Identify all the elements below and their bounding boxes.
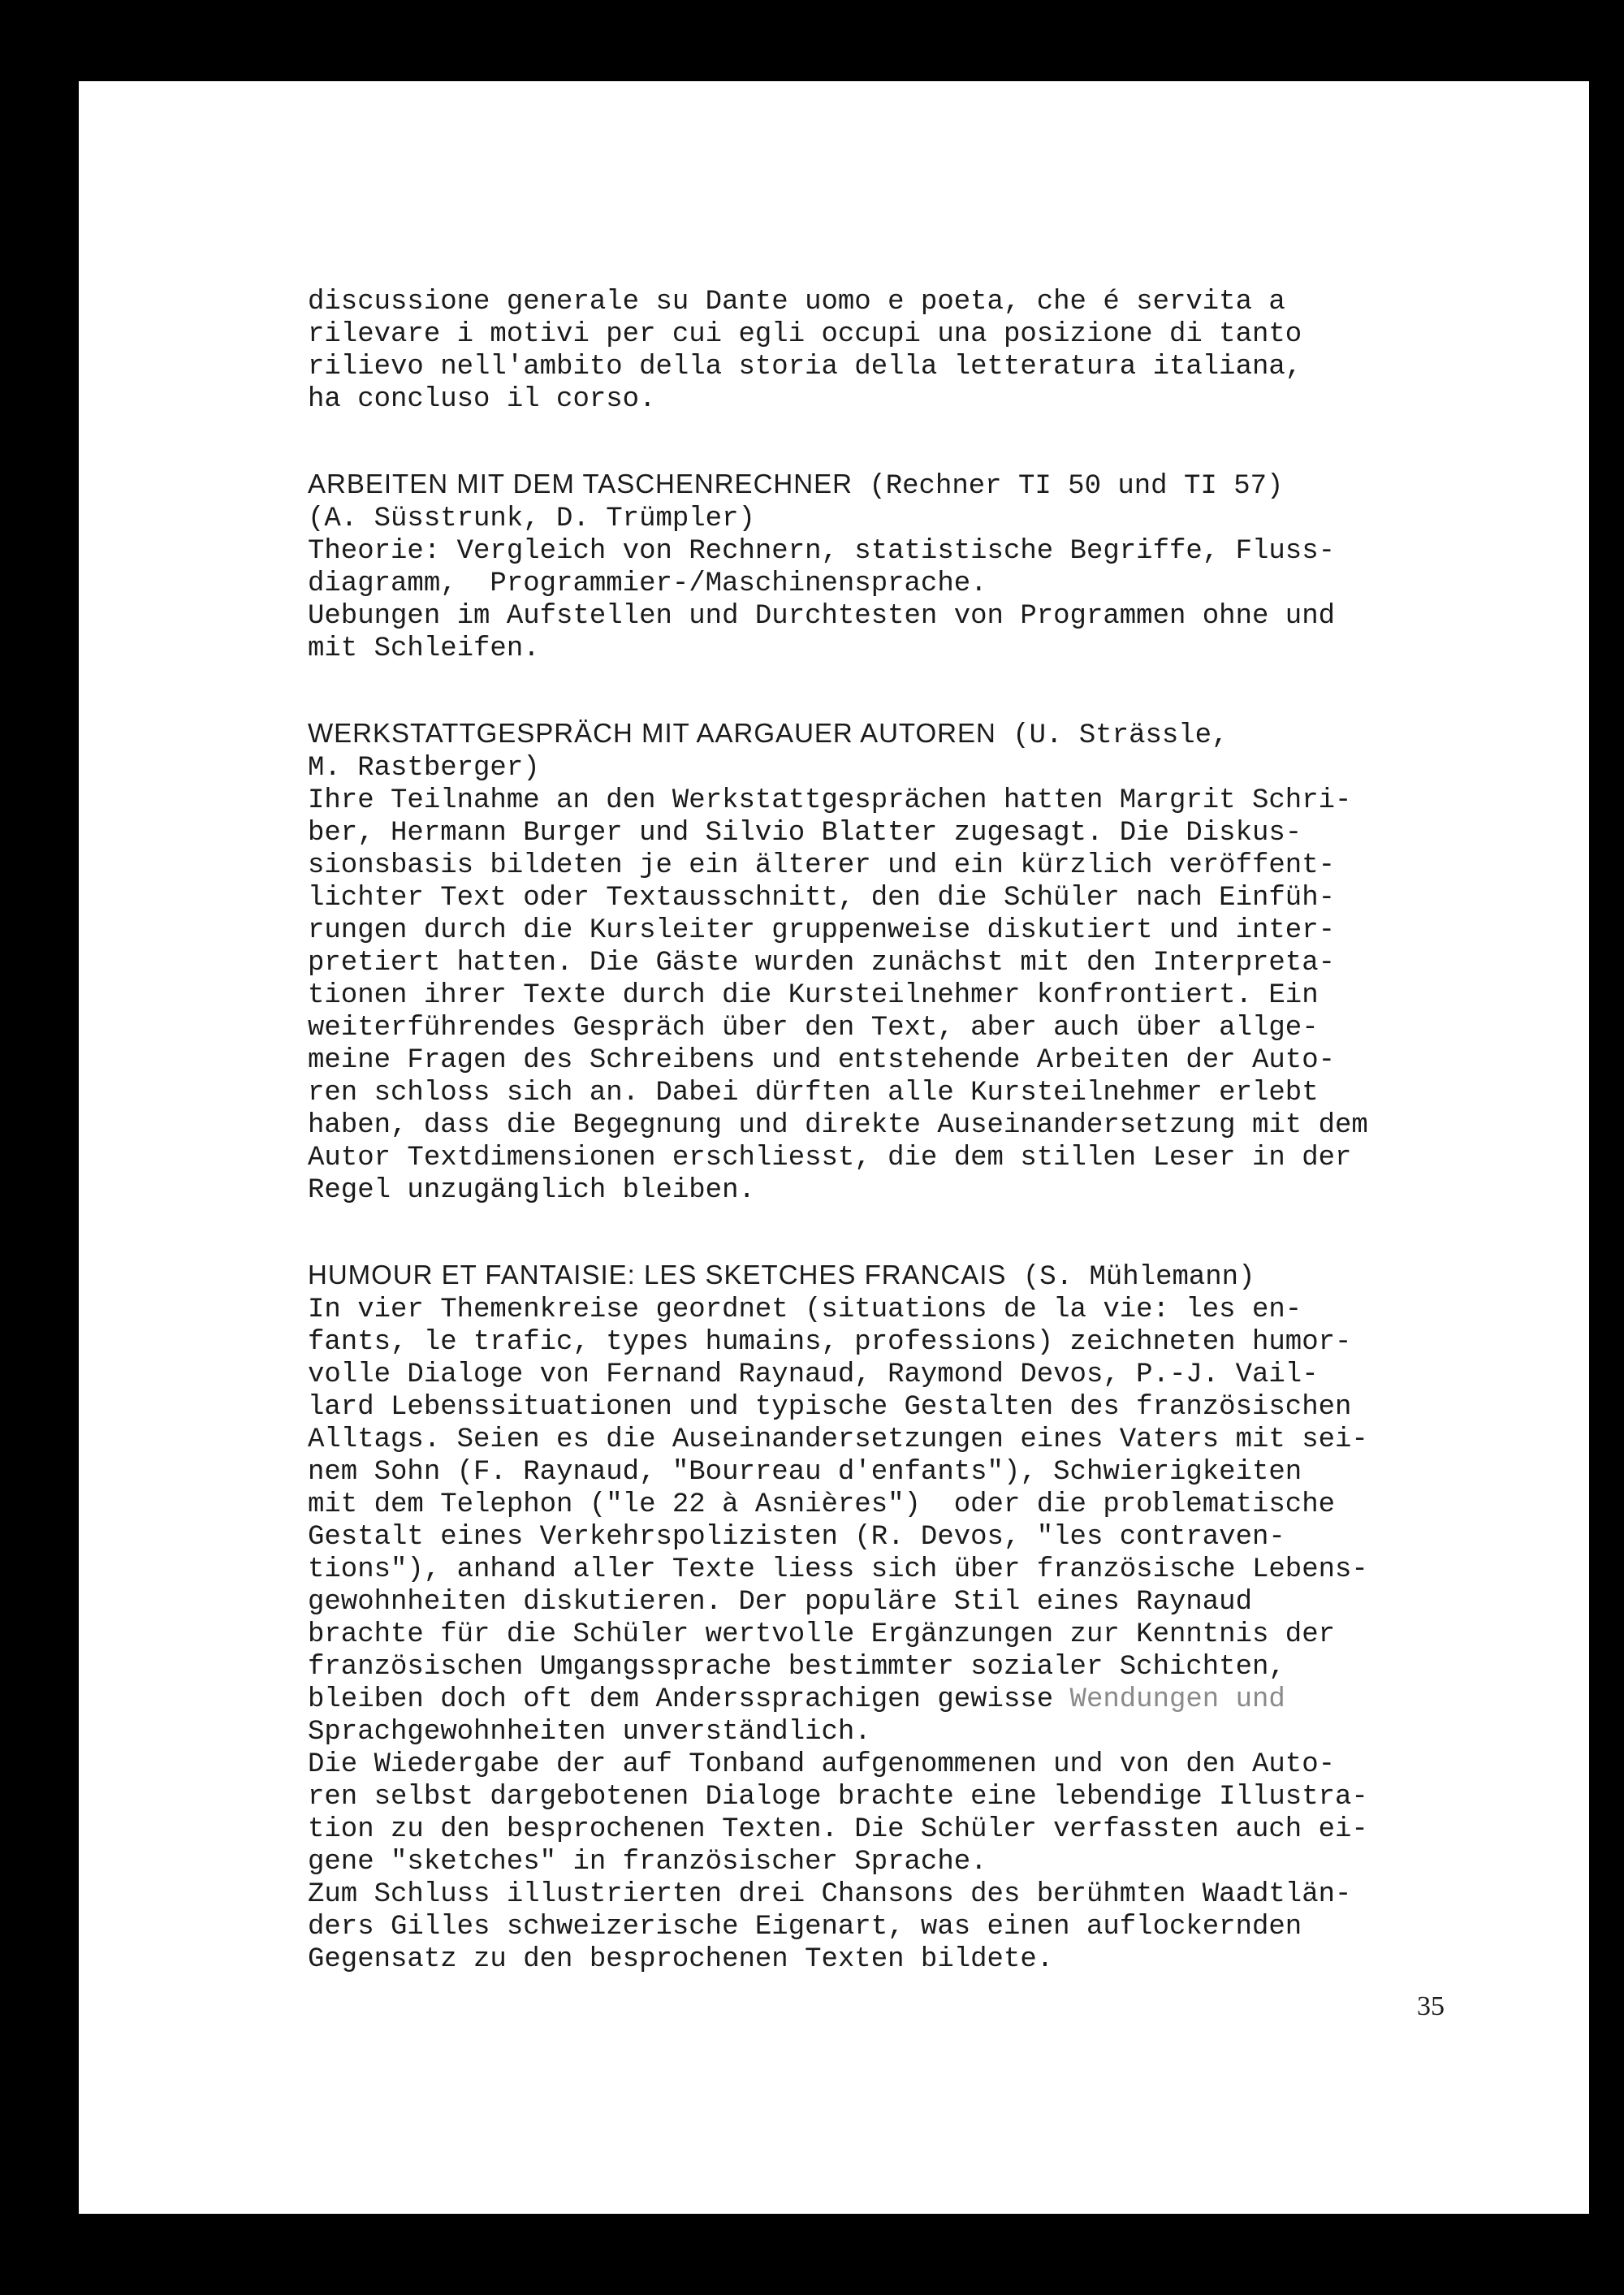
intro-paragraph (308, 286, 1574, 416)
text-line: pretiert hatten. Die Gäste wurden zunächst mit den Interpreta- (308, 948, 1336, 979)
text-line: discussione generale su Dante uomo e poeta, che é servita a (308, 287, 1285, 318)
text-line: lard Lebenssituationen und typische Gestalten des französischen (308, 1392, 1352, 1423)
section-title-rest: (S. Mühlemann) (1006, 1262, 1255, 1293)
section-title-rest: (U. Strässle, (996, 720, 1229, 751)
page-number: 35 (1417, 1991, 1445, 2021)
text-line: gewohnheiten diskutieren. Der populäre Stil eines Raynaud (308, 1587, 1252, 1618)
text-line: Uebungen im Aufstellen und Durchtesten von Programmen ohne und (308, 601, 1336, 632)
text-line: fants, le trafic, types humains, professions) zeichneten humor- (308, 1327, 1352, 1358)
faded-text-fragment: Wendungen und (1053, 1684, 1285, 1715)
text-line: brachte für die Schüler wertvolle Ergänzungen zur Kenntnis der (308, 1619, 1336, 1650)
text-line: nem Sohn (F. Raynaud, "Bourreau d'enfants"), Schwierigkeiten (308, 1457, 1302, 1488)
text-line: mit Schleifen. (308, 633, 540, 664)
text-line: Theorie: Vergleich von Rechnern, statistische Begriffe, Fluss- (308, 536, 1336, 567)
text-line: Alltags. Seien es die Auseinandersetzungen eines Vaters mit sei- (308, 1424, 1368, 1455)
text-line: ber, Hermann Burger und Silvio Blatter zugesagt. Die Diskus- (308, 818, 1302, 849)
text-line: rilievo nell'ambito della storia della letteratura italiana, (308, 352, 1302, 382)
section-taschenrechner (308, 468, 1574, 665)
text-line: weiterführendes Gespräch über den Text, aber auch über allge- (308, 1013, 1319, 1044)
text-line: haben, dass die Begegnung und direkte Auseinandersetzung mit dem (308, 1110, 1368, 1141)
text-line: tion zu den besprochenen Texten. Die Schüler verfassten auch ei- (308, 1814, 1368, 1845)
text-line: diagramm, Programmier-/Maschinensprache. (308, 568, 987, 599)
text-line (308, 1683, 1574, 1716)
text-line: lichter Text oder Textausschnitt, den die Schüler nach Einfüh- (308, 883, 1336, 914)
section-sketches-francais (308, 1259, 1574, 1976)
text-line: rilevare i motivi per cui egli occupi una posizione di tanto (308, 319, 1302, 350)
text-line: französischen Umgangssprache bestimmter sozialer Schichten, (308, 1652, 1285, 1683)
text-line: M. Rastberger) (308, 753, 540, 784)
section-heading (308, 1259, 1574, 1294)
section-title: WERKSTATTGESPRÄCH MIT AARGAUER AUTOREN (308, 718, 996, 748)
section-heading (308, 717, 1574, 752)
text-line: Gegensatz zu den besprochenen Texten bildete. (308, 1944, 1054, 1975)
text-line: In vier Themenkreise geordnet (situations de la vie: les en- (308, 1294, 1302, 1325)
section-title: HUMOUR ET FANTAISIE: LES SKETCHES FRANCAIS (308, 1260, 1007, 1290)
text-line: mit dem Telephon ("le 22 à Asnières") oder die problematische (308, 1489, 1336, 1520)
text-line: ha concluso il corso. (308, 384, 656, 415)
text-line: tions"), anhand aller Texte liess sich über französische Lebens- (308, 1554, 1368, 1585)
section-heading (308, 468, 1574, 503)
document-page (79, 81, 1589, 2214)
text-line: ren selbst dargebotenen Dialoge brachte eine lebendige Illustra- (308, 1782, 1368, 1813)
text-line: ren schloss sich an. Dabei dürften alle Kursteilnehmer erlebt (308, 1078, 1319, 1109)
text-line: tionen ihrer Texte durch die Kursteilnehmer konfrontiert. Ein (308, 980, 1319, 1011)
text-line: Die Wiedergabe der auf Tonband aufgenommenen und von den Auto- (308, 1749, 1336, 1780)
text-line: rungen durch die Kursleiter gruppenweise diskutiert und inter- (308, 915, 1336, 946)
text-line: Sprachgewohnheiten unverständlich. (308, 1717, 871, 1748)
text-line: meine Fragen des Schreibens und entstehende Arbeiten der Auto- (308, 1045, 1336, 1076)
text-line: Regel unzugänglich bleiben. (308, 1175, 755, 1206)
text-line: ders Gilles schweizerische Eigenart, was einen auflockernden (308, 1912, 1302, 1943)
section-title: ARBEITEN MIT DEM TASCHENRECHNER (308, 469, 853, 499)
section-title-rest: (Rechner TI 50 und TI 57) (852, 471, 1284, 502)
text-line: Gestalt eines Verkehrspolizisten (R. Devos, "les contraven- (308, 1522, 1285, 1553)
text-fragment: bleiben doch oft dem Anderssprachigen gewisse (308, 1684, 1054, 1715)
text-line: Ihre Teilnahme an den Werkstattgesprächen hatten Margrit Schri- (308, 785, 1352, 816)
text-line: Autor Textdimensionen erschliesst, die dem stillen Leser in der (308, 1143, 1352, 1173)
section-werkstattgespraech (308, 717, 1574, 1207)
text-line: (A. Süsstrunk, D. Trümpler) (308, 504, 755, 534)
text-line: volle Dialoge von Fernand Raynaud, Raymond Devos, P.-J. Vail- (308, 1359, 1319, 1390)
text-line: gene "sketches" in französischer Sprache. (308, 1847, 987, 1878)
page-content (308, 286, 1574, 1976)
text-line: sionsbasis bildeten je ein älterer und ein kürzlich veröffent- (308, 850, 1336, 881)
text-line: Zum Schluss illustrierten drei Chansons des berühmten Waadtlän- (308, 1879, 1352, 1910)
